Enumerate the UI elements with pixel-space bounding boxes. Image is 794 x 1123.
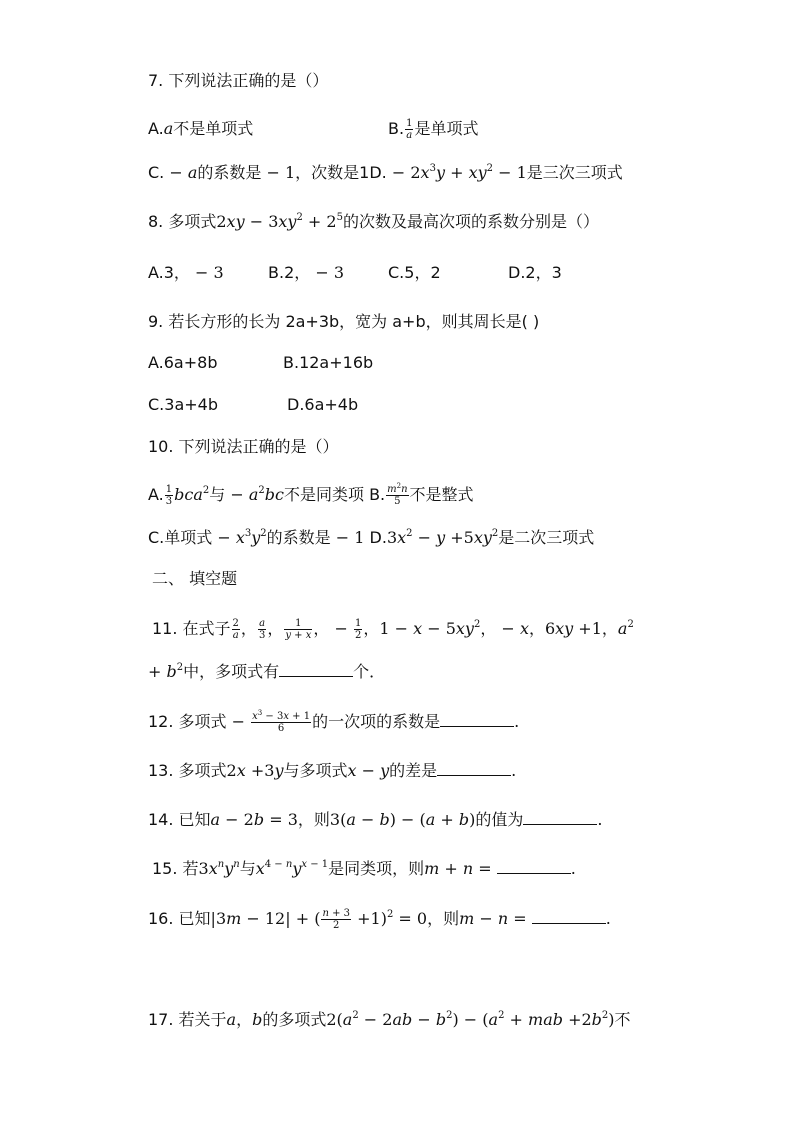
question-8-option-c: C.5，2: [388, 263, 441, 282]
question-9-option-b: B.12a+16b: [283, 353, 374, 372]
question-7-option-c-d: C. − a的系数是 − 1，次数是1D. − $2x^3y + xy^2 - 1$是三次三项式: [148, 163, 623, 182]
question-10-stem: 10. 下列说法正确的是（）: [148, 437, 339, 456]
question-9-option-a: A.6a+8b: [148, 353, 218, 372]
question-16: 16. 已知|3m − 12| + ( $\frac{n + 3}{2}$ +1)$^2$ = 0，则m − n = .: [148, 908, 611, 931]
question-9-stem: 9. 若长方形的长为 2a+3b，宽为 a+b，则其周长是( ): [148, 312, 540, 331]
question-15: 15. 若$3x^ny^n$与$x^{4 - n}y^{x - 1}$是同类项，则m + n = .: [152, 859, 576, 878]
question-8-option-d: D.2，3: [508, 263, 562, 282]
answer-blank[interactable]: [523, 810, 597, 825]
question-10-option-a-b: A. $\frac{1}{3}$ bca$^2$与 − $a^2bc$不是同类项 B. $\frac{m^2n}{5}$ 不是整式: [148, 482, 474, 507]
question-8-option-a: A.3， − 3: [148, 263, 224, 282]
answer-blank[interactable]: [437, 761, 511, 776]
question-7-option-b: B. $\frac{1}{a}$ 是单项式: [388, 118, 479, 141]
question-8-stem: 8. 多项式$2xy - 3xy^2 + 2^5$的次数及最高次项的系数分别是（）: [148, 212, 599, 231]
question-13: 13. 多项式2x +3y与多项式x − y的差是 .: [148, 761, 517, 780]
answer-blank[interactable]: [279, 662, 353, 677]
answer-blank[interactable]: [532, 909, 606, 924]
question-14: 14. 已知a − 2b = 3，则3(a − b) − (a + b)的值为 .: [148, 810, 603, 829]
question-11-line-2: + $b^2$中，多项式有 个．: [148, 662, 386, 681]
section-title: 二、 填空题: [152, 569, 238, 588]
question-7-stem: 7. 下列说法正确的是（）: [148, 71, 329, 90]
question-9-option-c: C.3a+4b: [148, 395, 218, 414]
question-8-option-b: B.2， − 3: [268, 263, 345, 282]
question-9-option-d: D.6a+4b: [287, 395, 359, 414]
answer-blank[interactable]: [440, 712, 514, 727]
question-12: 12. 多项式 − $\frac{x^3 - 3x + 1}{6}$ 的一次项的系数是 .: [148, 709, 520, 734]
answer-blank[interactable]: [497, 859, 571, 874]
question-10-option-c-d: C.单项式 − $x^3y^2$的系数是 − 1 $D.3x^2 - y +5xy^2$是二次三项式: [148, 528, 595, 547]
question-11-line-1: 11. 在式子 $\frac{2}{a}$ ， $\frac{a}{3}$ ， $\frac{1}{y + x}$ ， − $\frac{1}{2}$ ，$1 - x - 5xy^2$， − x，6xy +1，$a^2$: [152, 618, 634, 641]
question-17: 17. 若关于a，b的多项式$2(a^2 - 2ab - b^2) - (a^2$ + mab $+2b^2$)不: [148, 1010, 631, 1029]
question-7-option-a: A.a不是单项式: [148, 119, 254, 138]
